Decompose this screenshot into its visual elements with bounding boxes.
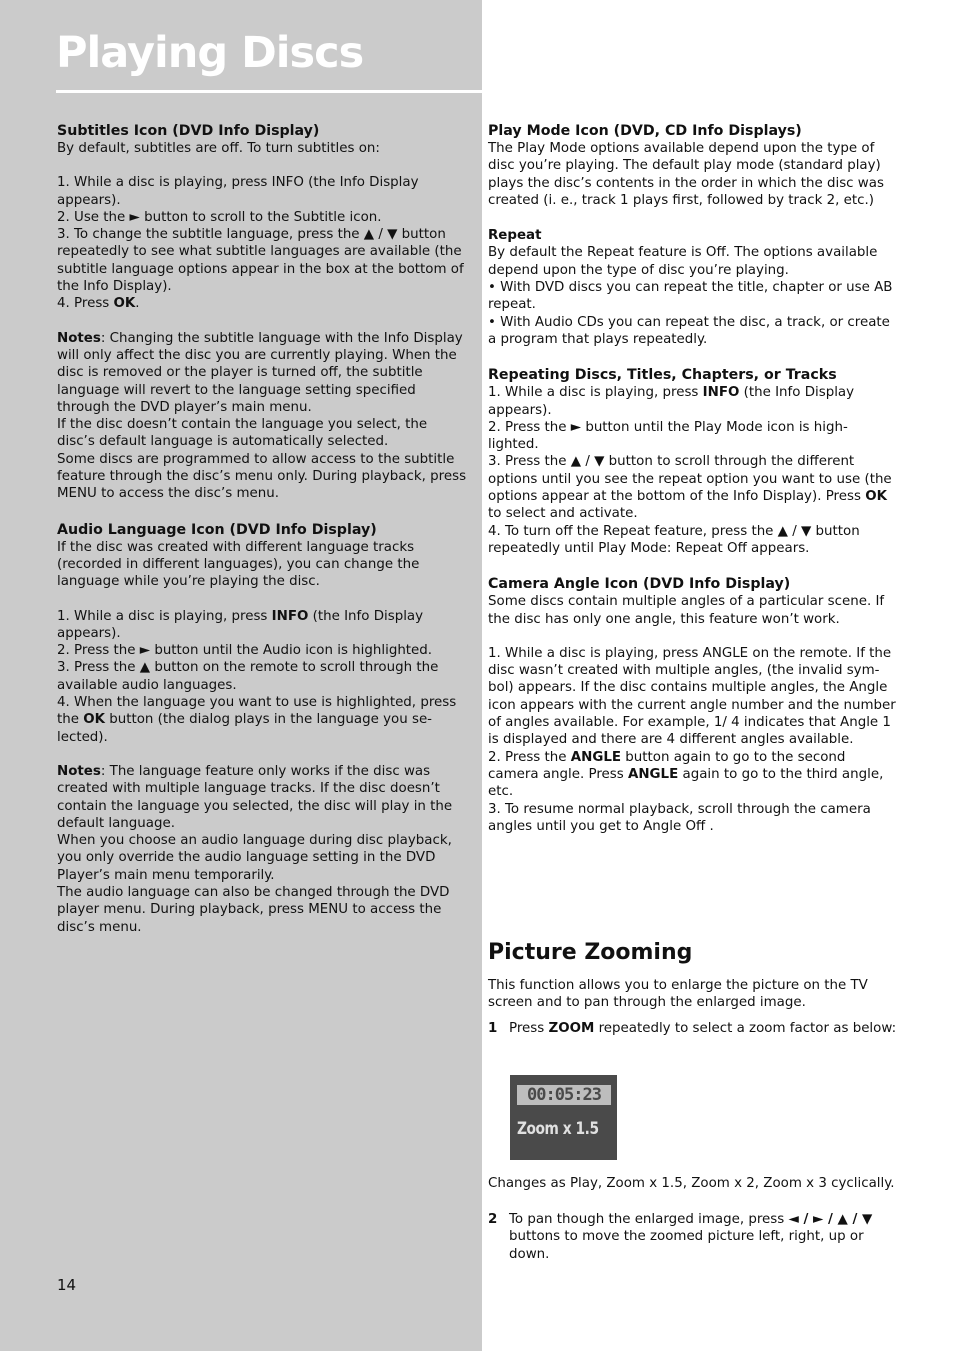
subtitles-intro: By default, subtitles are off. To turn subtitles on: <box>57 141 380 156</box>
zoom-step-2-number: 2 <box>488 1212 498 1227</box>
zoom-heading: Picture Zooming <box>488 940 693 965</box>
camera-step-3: 3. To resume normal playback, scroll through the camera angles until you get to Angle Off . <box>488 801 871 834</box>
zoom-step-1-number: 1 <box>488 1021 498 1036</box>
camera-step-1: 1. While a disc is playing, press ANGLE on the remote. If the disc wasn’t created with multiple angles, (the invalid sym- bol) appears. If the disc contains multiple angles, the Angle icon appears with the current angle number and the number of angles available. For example, 1/ 4 indicates that Angle 1 is displayed and there are 4 different angles available. <box>488 645 896 748</box>
repeat-text: By default the Repeat feature is Off. The options available depend upon the type of disc you’re playing. <box>488 245 878 278</box>
osd-time: 00:05:23 <box>517 1085 611 1105</box>
camera-heading: Camera Angle Icon (DVD Info Display) <box>488 576 791 593</box>
audio-step-3: 3. Press the ▲ button on the remote to scroll through the available audio languages. <box>57 660 439 693</box>
repeating-step-4: 4. To turn off the Repeat feature, press the ▲ / ▼ button repeatedly until Play Mode: Repeat Off appears. <box>488 523 860 556</box>
audio-notes: Notes: The language feature only works if the disc was created with multiple language tracks. If the disc doesn’t contain the language you selected, the disc will play in the default language. <box>57 763 453 831</box>
zoom-intro: This function allows you to enlarge the picture on the TV screen and to pan through the enlarged image. <box>488 978 868 1011</box>
audio-step-1: 1. While a disc is playing, press INFO (the Info Display appears). <box>57 608 424 641</box>
repeating-step-1: 1. While a disc is playing, press INFO (the Info Display appears). <box>488 385 855 418</box>
right-column <box>488 122 900 835</box>
repeating-heading: Repeating Discs, Titles, Chapters, or Tracks <box>488 367 837 384</box>
audio-step-4: 4. When the language you want to use is highlighted, press the OK button (the dialog plays in the language you se- lected). <box>57 695 457 745</box>
subtitles-step-2: 2. Use the ► button to scroll to the Subtitle icon. <box>57 209 382 225</box>
audio-heading: Audio Language Icon (DVD Info Display) <box>57 521 377 538</box>
subtitles-step-4: 4. Press OK. <box>57 296 140 312</box>
repeating-step-3: 3. Press the ▲ / ▼ button to scroll through the different options until you see the repeat option you want to use (the options appear at the bottom of the Info Display). Press OK to select and activate. <box>488 454 892 522</box>
subtitles-note-2: If the disc doesn’t contain the language you select, the disc’s default language is automatically selected. <box>57 417 428 450</box>
subtitles-note-3: Some discs are programmed to allow access to the subtitle feature through the disc’s menu only. During playback, press MENU to access the disc’s menu. <box>57 451 467 502</box>
zoom-cycle-text: Changes as Play, Zoom x 1.5, Zoom x 2, Zoom x 3 cyclically. <box>488 1176 895 1191</box>
left-column <box>57 122 469 936</box>
zoom-step-1: 1 Press ZOOM repeatedly to select a zoom factor as below: <box>488 1021 897 1036</box>
playmode-text: The Play Mode options available depend upon the type of disc you’re playing. The default play mode (standard play) plays the disc’s contents in the order in which the disc was created (i. e., track 1 plays first, followed by track 2, etc.) <box>488 141 884 208</box>
camera-intro: Some discs contain multiple angles of a particular scene. If the disc has only one angle, this feature won’t work. <box>488 594 885 627</box>
repeat-bullet-1: • With DVD discs you can repeat the title, chapter or use AB repeat. <box>488 280 893 313</box>
subtitles-heading: Subtitles Icon (DVD Info Display) <box>57 123 320 139</box>
playmode-heading: Play Mode Icon (DVD, CD Info Displays) <box>488 123 802 139</box>
subtitles-notes: Notes: Changing the subtitle language with the Info Display will only affect the disc you are currently playing. When the disc is removed or the player is turned off, the subtitle language will revert to the language setting specified through the DVD player’s main menu. <box>57 330 463 415</box>
audio-intro: If the disc was created with different language tracks (recorded in different languages), you can change the language while you’re playing the disc. <box>57 539 420 590</box>
zoom-osd-display <box>510 1075 617 1160</box>
title-rule <box>56 90 482 93</box>
osd-zoom-label: Zoom x 1.5 <box>517 1119 599 1139</box>
camera-step-2: 2. Press the ANGLE button again to go to the second camera angle. Press ANGLE again to go to the third angle, etc. <box>488 749 884 800</box>
audio-note-2: When you choose an audio language during disc playback, you only override the audio language setting in the DVD Player’s main menu temporarily. <box>57 833 452 883</box>
audio-note-3: The audio language can also be changed through the DVD player menu. During playback, press MENU to access the disc’s menu. <box>57 884 450 935</box>
zoom-step-2: 2 To pan though the enlarged image, press ◄ / ► / ▲ / ▼ buttons to move the zoomed picture left, right, up or down. <box>488 1212 873 1262</box>
repeating-step-2: 2. Press the ► button until the Play Mode icon is high- lighted. <box>488 419 848 453</box>
subtitles-step-3: 3. To change the subtitle language, press the ▲ / ▼ button repeatedly to see what subtitle languages are available (the subtitle language options appear in the box at the bottom of the Info Display). <box>57 227 464 295</box>
page-title: Playing Discs <box>56 28 364 78</box>
repeat-heading: Repeat <box>488 228 542 244</box>
audio-step-2: 2. Press the ► button until the Audio icon is highlighted. <box>57 643 433 659</box>
subtitles-step-1: 1. While a disc is playing, press INFO (the Info Display appears). <box>57 175 419 208</box>
repeat-bullet-2: • With Audio CDs you can repeat the disc, a track, or create a program that plays repeatedly. <box>488 314 890 347</box>
page-number: 14 <box>57 1276 77 1294</box>
